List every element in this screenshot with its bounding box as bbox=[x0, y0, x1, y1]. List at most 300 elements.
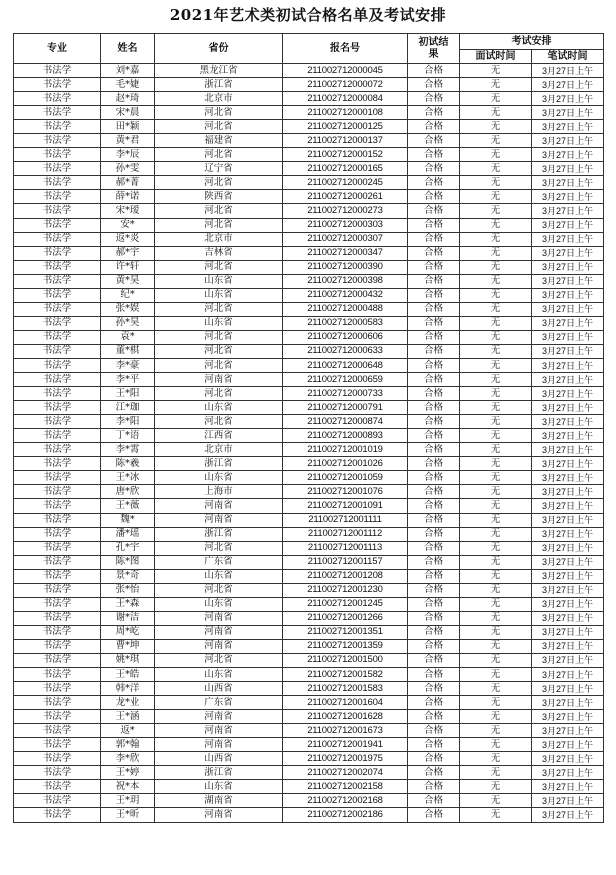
cell-written-time: 3月27日上午 bbox=[532, 106, 604, 120]
table-row bbox=[14, 415, 604, 429]
cell-name: 李*平 bbox=[101, 373, 155, 387]
table-row bbox=[14, 443, 604, 457]
cell-reg-no: 211002712001351 bbox=[283, 625, 408, 639]
cell-written-time: 3月27日上午 bbox=[532, 668, 604, 682]
table-row bbox=[14, 148, 604, 162]
cell-written-time: 3月27日上午 bbox=[532, 344, 604, 358]
cell-interview-time: 无 bbox=[460, 639, 532, 653]
cell-major: 书法学 bbox=[14, 218, 101, 232]
cell-interview-time: 无 bbox=[460, 401, 532, 415]
cell-name: 王*玥 bbox=[101, 794, 155, 808]
cell-reg-no: 211002712002186 bbox=[283, 808, 408, 822]
cell-name: 姚*琪 bbox=[101, 653, 155, 667]
cell-result: 合格 bbox=[408, 218, 460, 232]
cell-interview-time: 无 bbox=[460, 668, 532, 682]
cell-interview-time: 无 bbox=[460, 780, 532, 794]
table-row bbox=[14, 766, 604, 780]
table-row bbox=[14, 499, 604, 513]
header-schedule: 考试安排 bbox=[460, 34, 604, 50]
cell-major: 书法学 bbox=[14, 274, 101, 288]
cell-major: 书法学 bbox=[14, 794, 101, 808]
cell-reg-no: 211002712001500 bbox=[283, 653, 408, 667]
cell-reg-no: 211002712000125 bbox=[283, 120, 408, 134]
cell-result: 合格 bbox=[408, 527, 460, 541]
header-reg-no: 报名号 bbox=[283, 34, 408, 64]
cell-written-time: 3月27日上午 bbox=[532, 794, 604, 808]
cell-province: 黑龙江省 bbox=[155, 64, 283, 78]
cell-written-time: 3月27日上午 bbox=[532, 373, 604, 387]
cell-reg-no: 211002712000633 bbox=[283, 344, 408, 358]
cell-reg-no: 211002712001359 bbox=[283, 639, 408, 653]
cell-major: 书法学 bbox=[14, 780, 101, 794]
cell-province: 山西省 bbox=[155, 752, 283, 766]
table-row bbox=[14, 555, 604, 569]
cell-major: 书法学 bbox=[14, 471, 101, 485]
cell-name: 宋*瑷 bbox=[101, 204, 155, 218]
cell-name: 袁* bbox=[101, 330, 155, 344]
table-row bbox=[14, 232, 604, 246]
cell-name: 宋*晨 bbox=[101, 106, 155, 120]
cell-name: 黄*君 bbox=[101, 134, 155, 148]
cell-interview-time: 无 bbox=[460, 653, 532, 667]
cell-province: 山东省 bbox=[155, 780, 283, 794]
cell-name: 返* bbox=[101, 724, 155, 738]
cell-result: 合格 bbox=[408, 232, 460, 246]
cell-province: 河北省 bbox=[155, 387, 283, 401]
table-row bbox=[14, 710, 604, 724]
cell-written-time: 3月27日上午 bbox=[532, 64, 604, 78]
cell-result: 合格 bbox=[408, 597, 460, 611]
cell-major: 书法学 bbox=[14, 106, 101, 120]
cell-name: 陈*羲 bbox=[101, 457, 155, 471]
cell-written-time: 3月27日上午 bbox=[532, 738, 604, 752]
cell-major: 书法学 bbox=[14, 527, 101, 541]
cell-province: 浙江省 bbox=[155, 527, 283, 541]
cell-reg-no: 211002712001975 bbox=[283, 752, 408, 766]
table-row bbox=[14, 106, 604, 120]
cell-written-time: 3月27日上午 bbox=[532, 653, 604, 667]
cell-major: 书法学 bbox=[14, 401, 101, 415]
cell-result: 合格 bbox=[408, 358, 460, 372]
cell-province: 河北省 bbox=[155, 344, 283, 358]
cell-result: 合格 bbox=[408, 541, 460, 555]
cell-province: 河南省 bbox=[155, 738, 283, 752]
cell-name: 王*涵 bbox=[101, 710, 155, 724]
cell-province: 北京市 bbox=[155, 92, 283, 106]
cell-reg-no: 211002712001230 bbox=[283, 583, 408, 597]
cell-interview-time: 无 bbox=[460, 260, 532, 274]
table-row bbox=[14, 64, 604, 78]
cell-written-time: 3月27日上午 bbox=[532, 134, 604, 148]
cell-province: 吉林省 bbox=[155, 246, 283, 260]
cell-province: 北京市 bbox=[155, 232, 283, 246]
cell-major: 书法学 bbox=[14, 696, 101, 710]
cell-name: 毛*婕 bbox=[101, 78, 155, 92]
cell-reg-no: 211002712002168 bbox=[283, 794, 408, 808]
cell-province: 广东省 bbox=[155, 696, 283, 710]
cell-interview-time: 无 bbox=[460, 569, 532, 583]
cell-reg-no: 211002712000659 bbox=[283, 373, 408, 387]
header-result: 初试结果 bbox=[408, 34, 460, 64]
cell-major: 书法学 bbox=[14, 92, 101, 106]
table-body bbox=[14, 64, 604, 823]
cell-reg-no: 211002712002074 bbox=[283, 766, 408, 780]
cell-written-time: 3月27日上午 bbox=[532, 471, 604, 485]
table-row bbox=[14, 316, 604, 330]
cell-province: 河南省 bbox=[155, 724, 283, 738]
table-row bbox=[14, 457, 604, 471]
cell-interview-time: 无 bbox=[460, 78, 532, 92]
header-interview-time: 面试时间 bbox=[460, 50, 532, 64]
cell-reg-no: 211002712001111 bbox=[283, 513, 408, 527]
cell-major: 书法学 bbox=[14, 78, 101, 92]
cell-major: 书法学 bbox=[14, 344, 101, 358]
cell-province: 河南省 bbox=[155, 611, 283, 625]
cell-result: 合格 bbox=[408, 274, 460, 288]
cell-province: 河南省 bbox=[155, 808, 283, 822]
table-row bbox=[14, 429, 604, 443]
cell-reg-no: 211002712000137 bbox=[283, 134, 408, 148]
cell-name: 董*棋 bbox=[101, 344, 155, 358]
cell-reg-no: 211002712001245 bbox=[283, 597, 408, 611]
cell-interview-time: 无 bbox=[460, 597, 532, 611]
cell-major: 书法学 bbox=[14, 724, 101, 738]
cell-written-time: 3月27日上午 bbox=[532, 724, 604, 738]
cell-reg-no: 211002712000303 bbox=[283, 218, 408, 232]
cell-written-time: 3月27日上午 bbox=[532, 92, 604, 106]
cell-interview-time: 无 bbox=[460, 190, 532, 204]
cell-major: 书法学 bbox=[14, 738, 101, 752]
cell-interview-time: 无 bbox=[460, 527, 532, 541]
cell-major: 书法学 bbox=[14, 766, 101, 780]
table-row bbox=[14, 527, 604, 541]
table-row bbox=[14, 808, 604, 822]
cell-result: 合格 bbox=[408, 499, 460, 513]
cell-written-time: 3月27日上午 bbox=[532, 513, 604, 527]
cell-name: 孙*昊 bbox=[101, 316, 155, 330]
cell-name: 郝*菁 bbox=[101, 176, 155, 190]
table-row bbox=[14, 134, 604, 148]
cell-name: 刘*嘉 bbox=[101, 64, 155, 78]
cell-written-time: 3月27日上午 bbox=[532, 541, 604, 555]
cell-result: 合格 bbox=[408, 387, 460, 401]
cell-result: 合格 bbox=[408, 555, 460, 569]
cell-written-time: 3月27日上午 bbox=[532, 316, 604, 330]
cell-interview-time: 无 bbox=[460, 499, 532, 513]
cell-result: 合格 bbox=[408, 443, 460, 457]
cell-reg-no: 211002712000347 bbox=[283, 246, 408, 260]
cell-major: 书法学 bbox=[14, 134, 101, 148]
table-row bbox=[14, 752, 604, 766]
cell-result: 合格 bbox=[408, 330, 460, 344]
cell-province: 河北省 bbox=[155, 176, 283, 190]
results-table bbox=[13, 33, 604, 823]
cell-written-time: 3月27日上午 bbox=[532, 611, 604, 625]
cell-major: 书法学 bbox=[14, 176, 101, 190]
header-written-time: 笔试时间 bbox=[532, 50, 604, 64]
cell-result: 合格 bbox=[408, 176, 460, 190]
cell-major: 书法学 bbox=[14, 387, 101, 401]
cell-major: 书法学 bbox=[14, 513, 101, 527]
cell-major: 书法学 bbox=[14, 569, 101, 583]
table-row bbox=[14, 190, 604, 204]
cell-interview-time: 无 bbox=[460, 682, 532, 696]
table-row bbox=[14, 78, 604, 92]
cell-major: 书法学 bbox=[14, 597, 101, 611]
cell-reg-no: 211002712001266 bbox=[283, 611, 408, 625]
cell-interview-time: 无 bbox=[460, 710, 532, 724]
cell-name: 张*怡 bbox=[101, 583, 155, 597]
cell-name: 魏* bbox=[101, 513, 155, 527]
cell-result: 合格 bbox=[408, 148, 460, 162]
cell-reg-no: 211002712001941 bbox=[283, 738, 408, 752]
cell-major: 书法学 bbox=[14, 204, 101, 218]
table-row bbox=[14, 625, 604, 639]
cell-written-time: 3月27日上午 bbox=[532, 808, 604, 822]
cell-major: 书法学 bbox=[14, 316, 101, 330]
cell-name: 景*奇 bbox=[101, 569, 155, 583]
cell-reg-no: 211002712000273 bbox=[283, 204, 408, 218]
cell-reg-no: 211002712000072 bbox=[283, 78, 408, 92]
table-row bbox=[14, 597, 604, 611]
cell-written-time: 3月27日上午 bbox=[532, 190, 604, 204]
cell-written-time: 3月27日上午 bbox=[532, 415, 604, 429]
cell-major: 书法学 bbox=[14, 190, 101, 204]
cell-name: 郭*翰 bbox=[101, 738, 155, 752]
cell-written-time: 3月27日上午 bbox=[532, 260, 604, 274]
cell-major: 书法学 bbox=[14, 330, 101, 344]
cell-result: 合格 bbox=[408, 78, 460, 92]
cell-written-time: 3月27日上午 bbox=[532, 766, 604, 780]
cell-result: 合格 bbox=[408, 583, 460, 597]
cell-written-time: 3月27日上午 bbox=[532, 555, 604, 569]
table-row bbox=[14, 274, 604, 288]
cell-name: 纪* bbox=[101, 288, 155, 302]
cell-major: 书法学 bbox=[14, 288, 101, 302]
cell-province: 浙江省 bbox=[155, 766, 283, 780]
cell-result: 合格 bbox=[408, 92, 460, 106]
table-row bbox=[14, 471, 604, 485]
cell-name: 曹*坤 bbox=[101, 639, 155, 653]
cell-major: 书法学 bbox=[14, 148, 101, 162]
cell-interview-time: 无 bbox=[460, 288, 532, 302]
cell-interview-time: 无 bbox=[460, 415, 532, 429]
cell-name: 李*辰 bbox=[101, 148, 155, 162]
cell-reg-no: 211002712000245 bbox=[283, 176, 408, 190]
cell-major: 书法学 bbox=[14, 373, 101, 387]
cell-reg-no: 211002712000733 bbox=[283, 387, 408, 401]
cell-major: 书法学 bbox=[14, 583, 101, 597]
table-row bbox=[14, 373, 604, 387]
cell-result: 合格 bbox=[408, 106, 460, 120]
cell-interview-time: 无 bbox=[460, 808, 532, 822]
cell-major: 书法学 bbox=[14, 443, 101, 457]
table-row bbox=[14, 120, 604, 134]
cell-result: 合格 bbox=[408, 513, 460, 527]
cell-reg-no: 211002712000583 bbox=[283, 316, 408, 330]
cell-interview-time: 无 bbox=[460, 246, 532, 260]
cell-interview-time: 无 bbox=[460, 162, 532, 176]
table-row bbox=[14, 387, 604, 401]
cell-written-time: 3月27日上午 bbox=[532, 780, 604, 794]
cell-major: 书法学 bbox=[14, 429, 101, 443]
cell-province: 河北省 bbox=[155, 415, 283, 429]
cell-name: 安* bbox=[101, 218, 155, 232]
cell-reg-no: 211002712000606 bbox=[283, 330, 408, 344]
cell-interview-time: 无 bbox=[460, 358, 532, 372]
cell-name: 孔*宇 bbox=[101, 541, 155, 555]
cell-interview-time: 无 bbox=[460, 64, 532, 78]
cell-interview-time: 无 bbox=[460, 106, 532, 120]
cell-name: 薛*诺 bbox=[101, 190, 155, 204]
cell-result: 合格 bbox=[408, 429, 460, 443]
cell-result: 合格 bbox=[408, 569, 460, 583]
cell-result: 合格 bbox=[408, 120, 460, 134]
cell-major: 书法学 bbox=[14, 260, 101, 274]
cell-written-time: 3月27日上午 bbox=[532, 288, 604, 302]
cell-written-time: 3月27日上午 bbox=[532, 639, 604, 653]
cell-province: 河南省 bbox=[155, 639, 283, 653]
cell-written-time: 3月27日上午 bbox=[532, 485, 604, 499]
cell-interview-time: 无 bbox=[460, 387, 532, 401]
cell-reg-no: 211002712001091 bbox=[283, 499, 408, 513]
cell-result: 合格 bbox=[408, 302, 460, 316]
cell-reg-no: 211002712000307 bbox=[283, 232, 408, 246]
cell-written-time: 3月27日上午 bbox=[532, 78, 604, 92]
cell-name: 丁*语 bbox=[101, 429, 155, 443]
cell-interview-time: 无 bbox=[460, 120, 532, 134]
cell-result: 合格 bbox=[408, 625, 460, 639]
cell-major: 书法学 bbox=[14, 653, 101, 667]
cell-written-time: 3月27日上午 bbox=[532, 218, 604, 232]
cell-name: 张*娱 bbox=[101, 302, 155, 316]
cell-written-time: 3月27日上午 bbox=[532, 358, 604, 372]
cell-name: 陈*图 bbox=[101, 555, 155, 569]
cell-province: 山东省 bbox=[155, 401, 283, 415]
cell-written-time: 3月27日上午 bbox=[532, 443, 604, 457]
cell-written-time: 3月27日上午 bbox=[532, 583, 604, 597]
cell-name: 郝*宇 bbox=[101, 246, 155, 260]
cell-major: 书法学 bbox=[14, 246, 101, 260]
cell-province: 浙江省 bbox=[155, 457, 283, 471]
cell-province: 河南省 bbox=[155, 513, 283, 527]
cell-major: 书法学 bbox=[14, 541, 101, 555]
cell-interview-time: 无 bbox=[460, 611, 532, 625]
cell-interview-time: 无 bbox=[460, 794, 532, 808]
cell-province: 河北省 bbox=[155, 583, 283, 597]
table-row bbox=[14, 653, 604, 667]
cell-reg-no: 211002712000261 bbox=[283, 190, 408, 204]
cell-written-time: 3月27日上午 bbox=[532, 625, 604, 639]
header-major: 专业 bbox=[14, 34, 101, 64]
cell-reg-no: 211002712001019 bbox=[283, 443, 408, 457]
cell-reg-no: 211002712001157 bbox=[283, 555, 408, 569]
cell-name: 李*霄 bbox=[101, 443, 155, 457]
cell-result: 合格 bbox=[408, 794, 460, 808]
cell-interview-time: 无 bbox=[460, 176, 532, 190]
cell-reg-no: 211002712001112 bbox=[283, 527, 408, 541]
cell-result: 合格 bbox=[408, 710, 460, 724]
cell-province: 江西省 bbox=[155, 429, 283, 443]
cell-major: 书法学 bbox=[14, 358, 101, 372]
cell-province: 河北省 bbox=[155, 120, 283, 134]
cell-reg-no: 211002712000874 bbox=[283, 415, 408, 429]
cell-province: 山东省 bbox=[155, 471, 283, 485]
cell-written-time: 3月27日上午 bbox=[532, 682, 604, 696]
cell-reg-no: 211002712000398 bbox=[283, 274, 408, 288]
cell-written-time: 3月27日上午 bbox=[532, 499, 604, 513]
table-row bbox=[14, 668, 604, 682]
cell-major: 书法学 bbox=[14, 682, 101, 696]
cell-major: 书法学 bbox=[14, 415, 101, 429]
cell-province: 河北省 bbox=[155, 218, 283, 232]
cell-interview-time: 无 bbox=[460, 752, 532, 766]
cell-name: 江*珈 bbox=[101, 401, 155, 415]
cell-name: 潘*瑶 bbox=[101, 527, 155, 541]
cell-reg-no: 211002712001026 bbox=[283, 457, 408, 471]
cell-reg-no: 211002712000648 bbox=[283, 358, 408, 372]
table-row bbox=[14, 794, 604, 808]
cell-result: 合格 bbox=[408, 401, 460, 415]
cell-interview-time: 无 bbox=[460, 583, 532, 597]
cell-reg-no: 211002712000084 bbox=[283, 92, 408, 106]
table-row bbox=[14, 92, 604, 106]
cell-interview-time: 无 bbox=[460, 429, 532, 443]
cell-reg-no: 211002712000108 bbox=[283, 106, 408, 120]
cell-province: 河南省 bbox=[155, 625, 283, 639]
cell-written-time: 3月27日上午 bbox=[532, 120, 604, 134]
cell-province: 辽宁省 bbox=[155, 162, 283, 176]
cell-interview-time: 无 bbox=[460, 232, 532, 246]
table-row bbox=[14, 569, 604, 583]
cell-result: 合格 bbox=[408, 653, 460, 667]
cell-result: 合格 bbox=[408, 344, 460, 358]
cell-province: 河北省 bbox=[155, 148, 283, 162]
cell-result: 合格 bbox=[408, 134, 460, 148]
cell-province: 北京市 bbox=[155, 443, 283, 457]
cell-result: 合格 bbox=[408, 752, 460, 766]
cell-written-time: 3月27日上午 bbox=[532, 330, 604, 344]
cell-result: 合格 bbox=[408, 668, 460, 682]
cell-written-time: 3月27日上午 bbox=[532, 752, 604, 766]
cell-province: 河北省 bbox=[155, 653, 283, 667]
cell-written-time: 3月27日上午 bbox=[532, 176, 604, 190]
cell-reg-no: 211002712000152 bbox=[283, 148, 408, 162]
cell-interview-time: 无 bbox=[460, 541, 532, 555]
cell-name: 祝*本 bbox=[101, 780, 155, 794]
cell-interview-time: 无 bbox=[460, 148, 532, 162]
cell-name: 韩*洋 bbox=[101, 682, 155, 696]
cell-name: 王*皓 bbox=[101, 668, 155, 682]
cell-written-time: 3月27日上午 bbox=[532, 162, 604, 176]
cell-result: 合格 bbox=[408, 682, 460, 696]
cell-province: 河北省 bbox=[155, 541, 283, 555]
cell-result: 合格 bbox=[408, 611, 460, 625]
cell-written-time: 3月27日上午 bbox=[532, 710, 604, 724]
cell-interview-time: 无 bbox=[460, 218, 532, 232]
cell-major: 书法学 bbox=[14, 639, 101, 653]
cell-major: 书法学 bbox=[14, 162, 101, 176]
cell-reg-no: 211002712000791 bbox=[283, 401, 408, 415]
cell-written-time: 3月27日上午 bbox=[532, 274, 604, 288]
cell-province: 山东省 bbox=[155, 597, 283, 611]
table-row bbox=[14, 344, 604, 358]
cell-reg-no: 211002712001113 bbox=[283, 541, 408, 555]
cell-result: 合格 bbox=[408, 246, 460, 260]
cell-reg-no: 211002712001604 bbox=[283, 696, 408, 710]
table-row bbox=[14, 611, 604, 625]
cell-major: 书法学 bbox=[14, 752, 101, 766]
